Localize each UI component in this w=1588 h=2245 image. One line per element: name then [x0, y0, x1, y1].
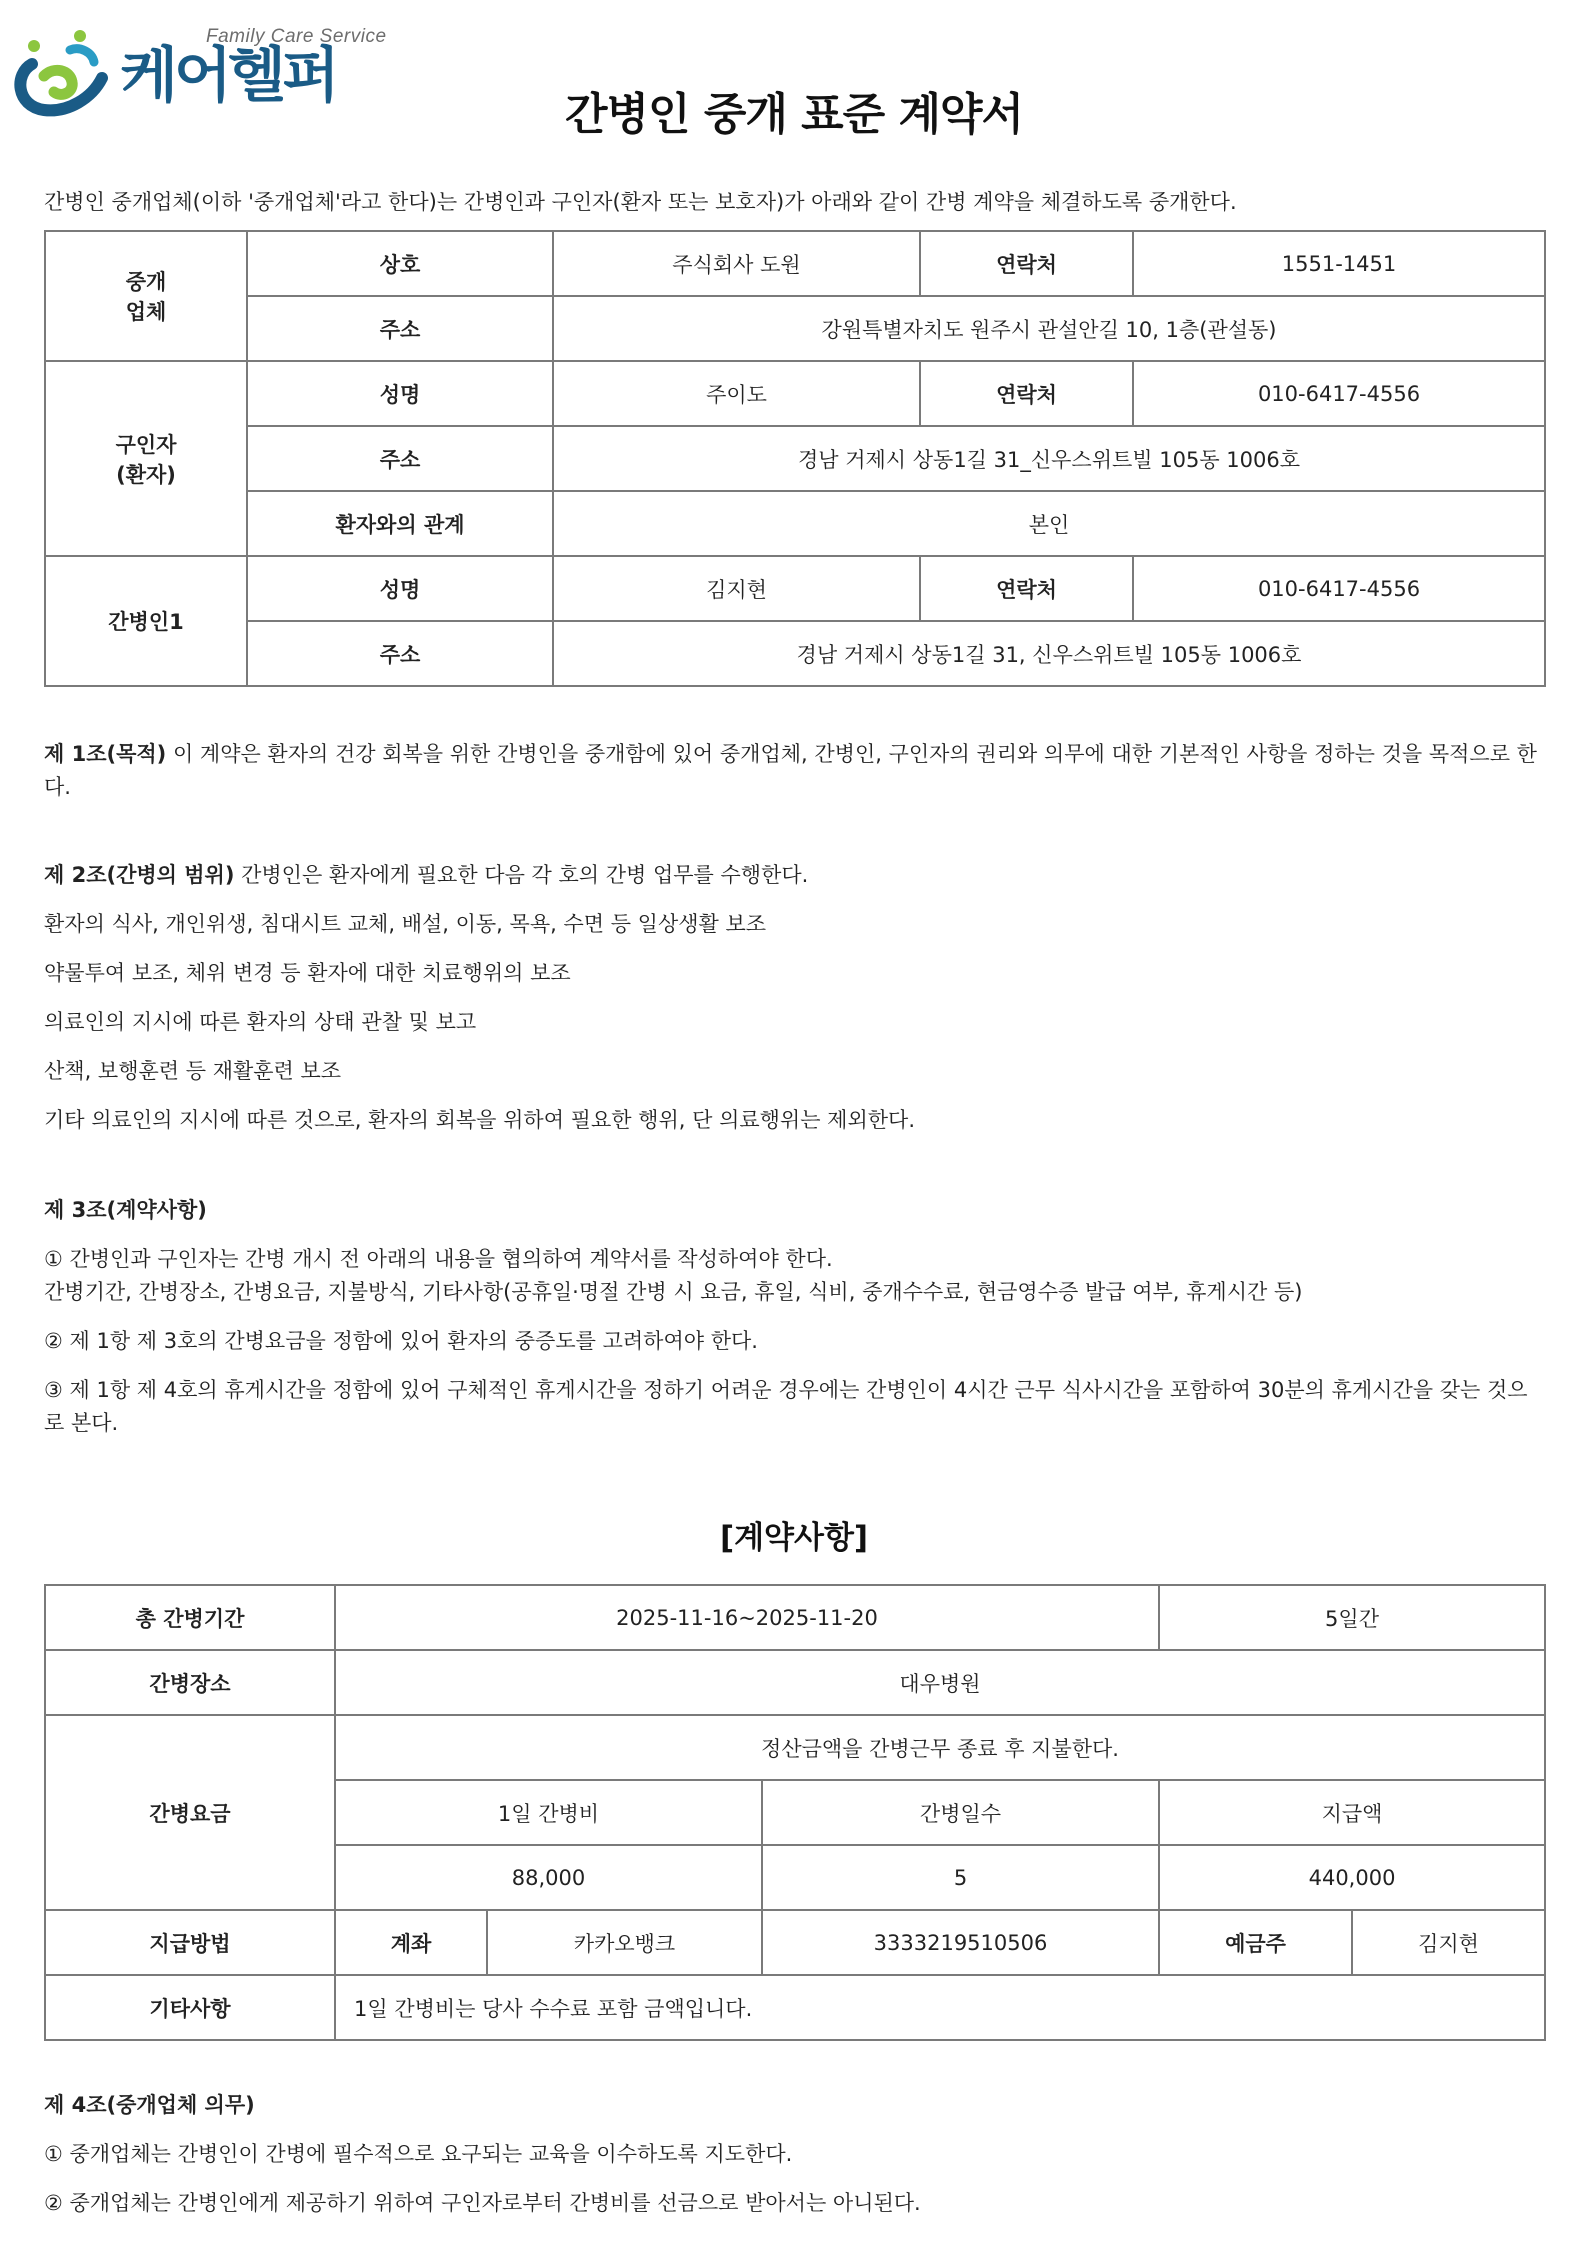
contract-table [44, 1584, 1546, 2041]
intro-text: 간병인 중개업체(이하 '중개업체'라고 한다)는 간병인과 구인자(환자 또는 보호자)가 아래와 같이 간병 계약을 체결하도록 중개한다. [44, 190, 1237, 214]
account-number: 3333219510506 [762, 1910, 1159, 1975]
list-item: 의료인의 지시에 따른 환자의 상태 관찰 및 보고 [44, 1010, 477, 1034]
agency-contact: 1551-1451 [1133, 231, 1545, 296]
contract-title: [계약사항] [719, 1520, 869, 1556]
article-3-p1: ① 간병인과 구인자는 간병 개시 전 아래의 내용을 협의하여 계약서를 작성하여야 한다. [44, 1247, 833, 1271]
article-2-text: 간병인은 환자에게 필요한 다음 각 호의 간병 업무를 수행한다. [234, 863, 809, 887]
table-row [45, 621, 1545, 686]
table-row [45, 1975, 1545, 2040]
article-1 [44, 738, 1544, 804]
table-row [45, 556, 1545, 621]
table-row [45, 231, 1545, 296]
article-4-heading: 제 4조(중개업체 의무) [44, 2093, 255, 2117]
day-count-label: 간병일수 [762, 1780, 1159, 1845]
place-label: 간병장소 [45, 1650, 335, 1715]
caregiver-address-label: 주소 [247, 621, 553, 686]
place-value: 대우병원 [335, 1650, 1545, 1715]
etc-value: 1일 간병비는 당사 수수료 포함 금액입니다. [335, 1975, 1545, 2040]
fee-label: 간병요금 [45, 1715, 335, 1910]
caregiver-contact-label: 연락처 [920, 556, 1133, 621]
day-count: 5 [762, 1845, 1159, 1910]
agency-address-label: 주소 [247, 296, 553, 361]
payment-label: 지급방법 [45, 1910, 335, 1975]
daily-fee-label: 1일 간병비 [335, 1780, 762, 1845]
agency-group: 중개 업체 [45, 231, 247, 361]
agency-name: 주식회사 도원 [553, 231, 920, 296]
caregiver-contact: 010-6417-4556 [1133, 556, 1545, 621]
article-1-text: 이 계약은 환자의 건강 회복을 위한 간병인을 중개함에 있어 중개업체, 간병인, 구인자의 권리와 의무에 대한 기본적인 사항을 정하는 것을 목적으로 한다. [44, 742, 1537, 799]
etc-label: 기타사항 [45, 1975, 335, 2040]
table-row [45, 361, 1545, 426]
client-relation-label: 환자와의 관계 [247, 491, 553, 556]
article-4-p2: ② 중개업체는 간병인에게 제공하기 위하여 구인자로부터 간병비를 선금으로 받아서는 아니된다. [44, 2191, 921, 2215]
client-contact: 010-6417-4556 [1133, 361, 1545, 426]
list-item: 약물투여 보조, 체위 변경 등 환자에 대한 치료행위의 보조 [44, 961, 571, 985]
table-row [45, 491, 1545, 556]
client-address: 경남 거제시 상동1길 31_신우스위트빌 105동 1006호 [553, 426, 1545, 491]
client-name-label: 성명 [247, 361, 553, 426]
article-1-heading: 제 1조(목적) [44, 742, 167, 766]
table-row [45, 1715, 1545, 1780]
client-group: 구인자 (환자) [45, 361, 247, 556]
document-title: 간병인 중개 표준 계약서 [565, 89, 1023, 140]
list-item: 기타 의료인의 지시에 따른 것으로, 환자의 회복을 위하여 필요한 행위, 단 의료행위는 제외한다. [44, 1108, 915, 1132]
caregiver-group: 간병인1 [45, 556, 247, 686]
period-days: 5일간 [1159, 1585, 1545, 1650]
list-item: 산책, 보행훈련 등 재활훈련 보조 [44, 1059, 342, 1083]
total-amount: 440,000 [1159, 1845, 1545, 1910]
agency-contact-label: 연락처 [920, 231, 1133, 296]
agency-address: 강원특별자치도 원주시 관설안길 10, 1층(관설동) [553, 296, 1545, 361]
article-3-heading: 제 3조(계약사항) [44, 1198, 207, 1222]
bank-name: 카카오뱅크 [487, 1910, 762, 1975]
table-row [45, 1910, 1545, 1975]
holder-label: 예금주 [1159, 1910, 1352, 1975]
period-value: 2025-11-16~2025-11-20 [335, 1585, 1159, 1650]
article-4-p1: ① 중개업체는 간병인이 간병에 필수적으로 요구되는 교육을 이수하도록 지도한다. [44, 2142, 793, 2166]
parties-table [44, 230, 1546, 687]
logo-brand: 케어헬퍼 [120, 41, 336, 111]
article-4 [44, 2089, 1544, 2220]
period-label: 총 간병기간 [45, 1585, 335, 1650]
article-3-p2: ② 제 1항 제 3호의 간병요금을 정함에 있어 환자의 중증도를 고려하여야 한다. [44, 1329, 758, 1353]
daily-fee: 88,000 [335, 1845, 762, 1910]
caregiver-name: 김지현 [553, 556, 920, 621]
client-address-label: 주소 [247, 426, 553, 491]
list-item: 환자의 식사, 개인위생, 침대시트 교체, 배설, 이동, 목욕, 수면 등 일상생활 보조 [44, 912, 767, 936]
client-relation: 본인 [553, 491, 1545, 556]
client-contact-label: 연락처 [920, 361, 1133, 426]
article-2 [44, 859, 1544, 1137]
article-3-p1b: 간병기간, 간병장소, 간병요금, 지불방식, 기타사항(공휴일·명절 간병 시 요금, 휴일, 식비, 중개수수료, 현금영수증 발급 여부, 휴게시간 등) [44, 1280, 1303, 1304]
account-holder: 김지현 [1352, 1910, 1545, 1975]
table-row [45, 1585, 1545, 1650]
table-row [45, 296, 1545, 361]
agency-name-label: 상호 [247, 231, 553, 296]
table-row [45, 426, 1545, 491]
account-label: 계좌 [335, 1910, 487, 1975]
fee-note: 정산금액을 간병근무 종료 후 지불한다. [335, 1715, 1545, 1780]
caregiver-name-label: 성명 [247, 556, 553, 621]
total-label: 지급액 [1159, 1780, 1545, 1845]
logo-tagline: Family Care Service [206, 26, 387, 47]
article-3 [44, 1194, 1544, 1440]
article-3-p3: ③ 제 1항 제 4호의 휴게시간을 정함에 있어 구체적인 휴게시간을 정하기 어려운 경우에는 간병인이 4시간 근무 식사시간을 포함하여 30분의 휴게시간을 갖는 것으로 본다. [44, 1378, 1528, 1435]
caregiver-address: 경남 거제시 상동1길 31, 신우스위트빌 105동 1006호 [553, 621, 1545, 686]
client-name: 주이도 [553, 361, 920, 426]
article-2-heading: 제 2조(간병의 범위) [44, 863, 235, 887]
table-row [45, 1650, 1545, 1715]
